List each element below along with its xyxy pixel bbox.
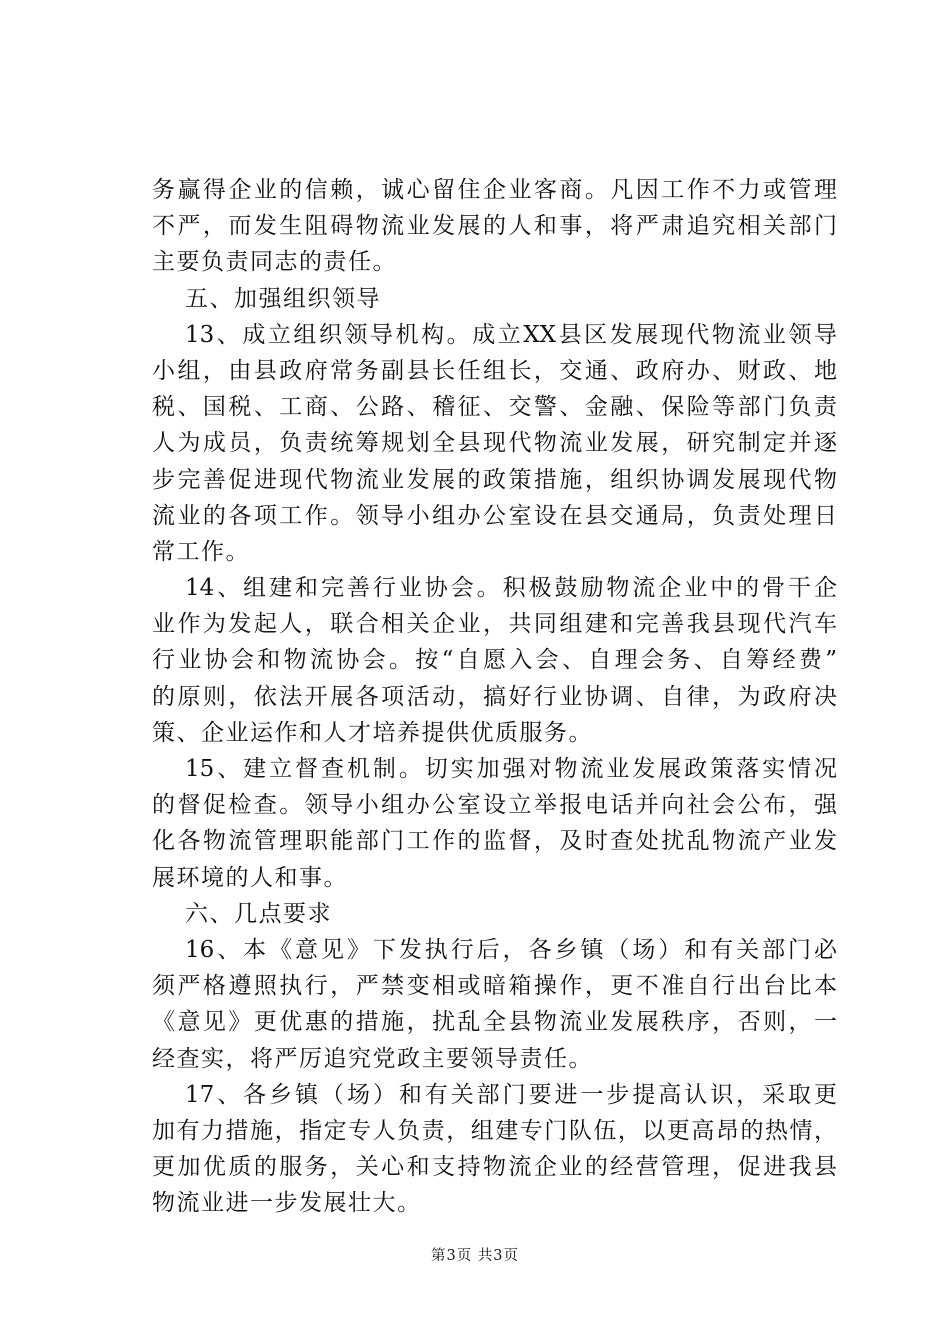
text-line: 加有力措施，指定专人负责，组建专门队伍，以更高昂的热情， [152,1117,837,1144]
text-line: 《意见》更优惠的措施，扰乱全县物流业发展秩序，否则，一 [152,1009,837,1036]
paragraph-start-line: 16、本《意见》下发执行后，各乡镇（场）和有关部门必 [185,936,837,963]
paragraph-start-line: 13、成立组织领导机构。成立XX县区发展现代物流业领导 [185,321,837,348]
text-line: 的原则，依法开展各项活动，搞好行业协调、自律，为政府决 [152,683,837,710]
text-line: 流业的各项工作。领导小组办公室设在县交通局，负责处理日 [152,502,837,529]
text-line: 务赢得企业的信赖，诚心留住企业客商。凡因工作不力或管理 [152,177,837,203]
text-line: 的督促检查。领导小组办公室设立举报电话并向社会公布，强 [152,792,837,819]
text-line: 须严格遵照执行，严禁变相或暗箱操作，更不准自行出台比本 [152,973,837,1000]
text-line: 常工作。 [152,538,250,565]
text-line: 行业协会和物流协会。按“自愿入会、自理会务、自筹经费” [152,647,837,674]
page-footer: 第3页 共3页 [430,1248,520,1264]
body-text [152,172,837,1221]
text-line: 不严，而发生阻碍物流业发展的人和事，将严肃追究相关部门 [152,213,837,240]
text-line: 经查实，将严厉追究党政主要领导责任。 [152,1045,593,1072]
text-line: 主要负责同志的责任。 [152,249,397,276]
text-line: 策、企业运作和人才培养提供优质服务。 [152,719,593,746]
text-line: 业作为发起人，联合相关企业，共同组建和完善我县现代汽车 [152,611,837,638]
paragraph-start-line: 17、各乡镇（场）和有关部门要进一步提高认识，采取更 [185,1081,837,1108]
text-line: 化各物流管理职能部门工作的监督，及时查处扰乱物流产业发 [152,828,837,855]
text-line: 人为成员，负责统筹规划全县现代物流业发展，研究制定并逐 [152,430,837,457]
paragraph-start-line: 14、组建和完善行业协会。积极鼓励物流企业中的骨干企 [185,575,837,602]
paragraph-start-line: 15、建立督查机制。切实加强对物流业发展政策落实情况 [185,756,837,782]
text-line: 小组，由县政府常务副县长任组长，交通、政府办、财政、地 [152,357,837,384]
paragraph-start-line: 五、加强组织领导 [185,285,381,312]
text-line: 更加优质的服务，关心和支持物流企业的经营管理，促进我县 [152,1154,837,1181]
paragraph-start-line: 六、几点要求 [185,900,332,927]
text-line: 税、国税、工商、公路、稽征、交警、金融、保险等部门负责 [152,394,837,421]
text-line: 物流业进一步发展壮大。 [152,1190,422,1217]
text-line: 步完善促进现代物流业发展的政策措施，组织协调发展现代物 [152,466,837,493]
text-line: 展环境的人和事。 [152,864,348,891]
